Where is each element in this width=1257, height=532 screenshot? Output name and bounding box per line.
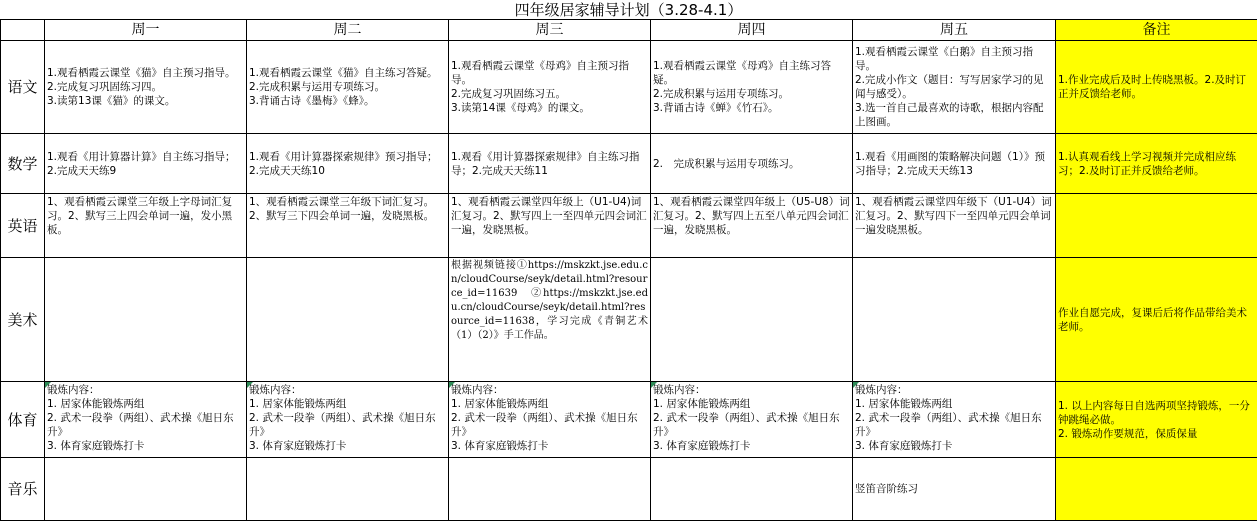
table-cell[interactable]: 1.观看栖霞云课堂《白鹅》自主预习指导。 2.完成小作文（题目：写写居家学习的见闻与感受）。 3.选一首自己最喜欢的诗歌，根据内容配上图画。	[853, 41, 1056, 134]
subject-cell[interactable]: 英语	[1, 194, 45, 258]
note-cell[interactable]	[1056, 194, 1257, 258]
subject-cell[interactable]: 音乐	[1, 458, 45, 521]
table-cell[interactable]: 1.观看《用计算器探索规律》预习指导；2.完成天天练10	[247, 134, 449, 194]
table-cell[interactable]: 2. 完成积累与运用专项练习。	[651, 134, 853, 194]
table-cell[interactable]	[651, 458, 853, 521]
table-cell[interactable]: 1、观看栖霞云课堂三年级上字母词汇复习。2、默写三上四会单词一遍，发小黑板。	[45, 194, 247, 258]
note-cell[interactable]: 1. 以上内容每日自选两项坚持锻炼，一分钟跳绳必做。 2. 锻炼动作要规范，保质保量	[1056, 382, 1257, 458]
table-cell[interactable]: 1、观看栖霞云课堂四年级上（U1-U4)词汇复习。2、默写四上一至四单元四会词汇一遍，发晓黑板。	[449, 194, 651, 258]
table-cell-text: 锻炼内容： 1. 居家体能锻炼两组 2. 武术一段拳（两组）、武术操《旭日东升》 3. 体育家庭锻炼打卡	[855, 384, 1042, 452]
note-cell[interactable]: 1.作业完成后及时上传晓黑板。2.及时订正并反馈给老师。	[1056, 41, 1257, 134]
table-cell[interactable]	[247, 258, 449, 382]
table-cell[interactable]: 根据视频链接①https://mskzkt.jse.edu.cn/cloudCourse/seyk/detail.html?resource_id=11639 ②https://mskzkt.jse.edu.cn/cloudCourse/seyk/detail.html?resource_id=11638，学习完成《青铜艺术（1）（2）》手工作品。	[449, 258, 651, 382]
note-cell[interactable]	[1056, 458, 1257, 521]
subject-cell[interactable]: 语文	[1, 41, 45, 134]
table-cell-text: 锻炼内容： 1. 居家体能锻炼两组 2. 武术一段拳（两组）、武术操《旭日东升》 3. 体育家庭锻炼打卡	[47, 384, 234, 452]
table-cell[interactable]: 1.观看《用计算器计算》自主练习指导；2.完成天天练9	[45, 134, 247, 194]
table-cell[interactable]: 1.观看栖霞云课堂《母鸡》自主练习答疑。 2.完成积累与运用专项练习。 3.背诵古诗《蝉》《竹石》。	[651, 41, 853, 134]
table-cell[interactable]	[449, 382, 651, 458]
table-cell[interactable]: 1.观看《用计算器探索规律》自主练习指导；2.完成天天练11	[449, 134, 651, 194]
comment-marker-icon[interactable]	[651, 382, 657, 388]
header-friday[interactable]: 周五	[853, 20, 1056, 41]
header-tuesday[interactable]: 周二	[247, 20, 449, 41]
header-row	[1, 20, 1257, 41]
plan-table	[0, 19, 1257, 521]
comment-marker-icon[interactable]	[247, 382, 253, 388]
header-thursday[interactable]: 周四	[651, 20, 853, 41]
table-cell-text: 锻炼内容： 1. 居家体能锻炼两组 2. 武术一段拳（两组）、武术操《旭日东升》 3. 体育家庭锻炼打卡	[249, 384, 436, 452]
table-cell[interactable]	[853, 382, 1056, 458]
table-cell[interactable]	[45, 382, 247, 458]
header-corner[interactable]	[1, 20, 45, 41]
table-cell[interactable]	[247, 458, 449, 521]
table-cell[interactable]	[247, 382, 449, 458]
sheet-title: 四年级居家辅导计划（3.28-4.1）	[514, 1, 743, 19]
table-cell[interactable]: 1.观看《用画图的策略解决问题（1）》预习指导；2.完成天天练13	[853, 134, 1056, 194]
table-cell-text: 锻炼内容： 1. 居家体能锻炼两组 2. 武术一段拳（两组）、武术操《旭日东升》 3. 体育家庭锻炼打卡	[653, 384, 840, 452]
table-cell[interactable]	[651, 382, 853, 458]
table-row-music	[1, 458, 1257, 521]
table-row-math	[1, 134, 1257, 194]
table-cell[interactable]	[449, 458, 651, 521]
table-cell-text: 锻炼内容： 1. 居家体能锻炼两组 2. 武术一段拳（两组）、武术操《旭日东升》 3. 体育家庭锻炼打卡	[451, 384, 638, 452]
table-cell[interactable]: 竖笛音阶练习	[853, 458, 1056, 521]
table-cell[interactable]	[45, 458, 247, 521]
subject-cell[interactable]: 数学	[1, 134, 45, 194]
subject-cell[interactable]: 体育	[1, 382, 45, 458]
table-row-art	[1, 258, 1257, 382]
table-row-english	[1, 194, 1257, 258]
table-cell[interactable]: 1、观看栖霞云课堂四年级上（U5-U8）词汇复习。2、默写四上五至八单元四会词汇一遍，发晓黑板。	[651, 194, 853, 258]
table-cell[interactable]: 1、观看栖霞云课堂三年级下词汇复习。2、默写三下四会单词一遍，发晓黑板。	[247, 194, 449, 258]
table-cell[interactable]	[853, 258, 1056, 382]
table-row-pe	[1, 382, 1257, 458]
table-cell[interactable]	[651, 258, 853, 382]
header-wednesday[interactable]: 周三	[449, 20, 651, 41]
subject-cell[interactable]: 美术	[1, 258, 45, 382]
note-cell[interactable]: 作业自愿完成，复课后后将作品带给美术老师。	[1056, 258, 1257, 382]
comment-marker-icon[interactable]	[449, 382, 455, 388]
table-cell[interactable]: 1.观看栖霞云课堂《猫》自主练习答疑。 2.完成积累与运用专项练习。 3.背诵古诗《墨梅》《蜂》。	[247, 41, 449, 134]
header-notes[interactable]: 备注	[1056, 20, 1257, 41]
comment-marker-icon[interactable]	[45, 382, 51, 388]
comment-marker-icon[interactable]	[853, 382, 859, 388]
header-monday[interactable]: 周一	[45, 20, 247, 41]
table-cell[interactable]: 1、观看栖霞云课堂四年级下（U1-U4）词汇复习。2、默写四下一至四单元四会单词一遍发晓黑板。	[853, 194, 1056, 258]
table-row-chinese	[1, 41, 1257, 134]
table-cell[interactable]: 1.观看栖霞云课堂《猫》自主预习指导。 2.完成复习巩固练习四。 3.读第13课《猫》的课文。	[45, 41, 247, 134]
table-cell[interactable]: 1.观看栖霞云课堂《母鸡》自主预习指导。 2.完成复习巩固练习五。 3.读第14课《母鸡》的课文。	[449, 41, 651, 134]
note-cell[interactable]: 1.认真观看线上学习视频并完成相应练习；2.及时订正并反馈给老师。	[1056, 134, 1257, 194]
table-cell[interactable]	[45, 258, 247, 382]
